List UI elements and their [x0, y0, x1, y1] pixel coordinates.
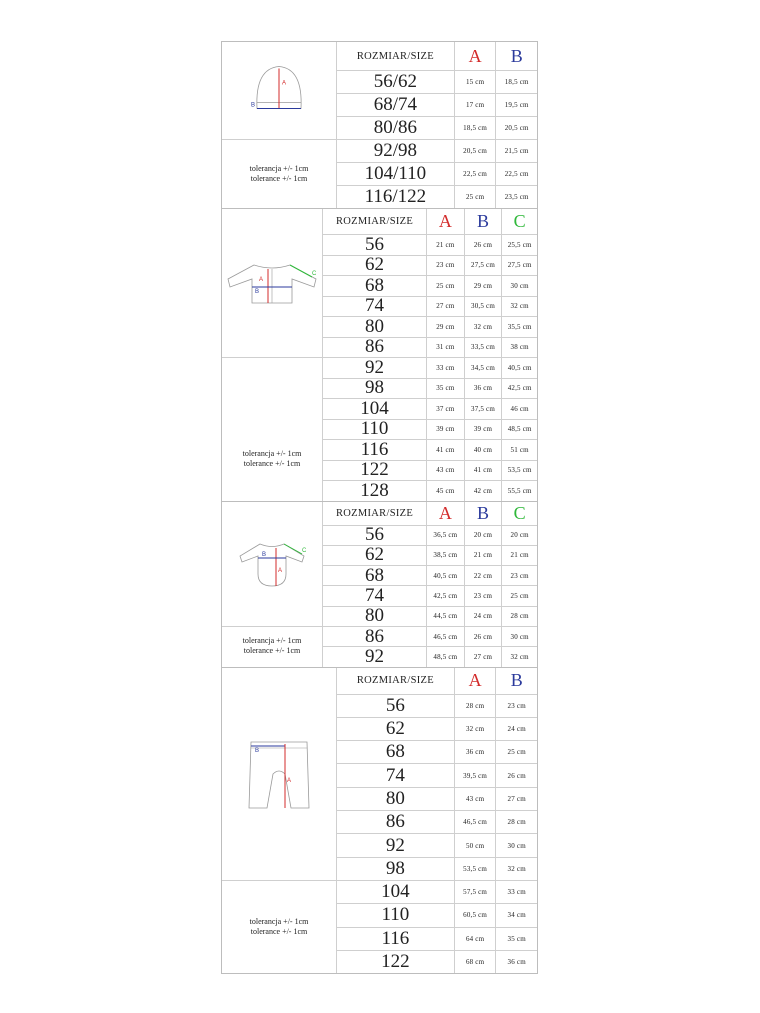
- measure-cell: 24 cm: [495, 718, 537, 740]
- tolerance-line: tolerance +/- 1cm: [250, 926, 308, 936]
- size-cell: 62: [365, 254, 385, 276]
- divider: [222, 357, 322, 358]
- size-cell: 62: [365, 544, 385, 566]
- size-cell: 104/110: [364, 163, 427, 184]
- measure-cell: 32 cm: [495, 858, 537, 880]
- measure-cell: 32 cm: [464, 317, 502, 337]
- table-row: [337, 185, 537, 208]
- table-row: [323, 565, 537, 585]
- measure-cell: 38 cm: [501, 338, 537, 358]
- measure-cell: 30 cm: [501, 627, 537, 646]
- table-row: [323, 626, 537, 646]
- size-cell: 74: [365, 295, 385, 317]
- column-letter-a: A: [426, 209, 464, 234]
- tolerance-line: tolerancja +/- 1cm: [249, 916, 309, 926]
- measure-cell: 17 cm: [454, 94, 496, 116]
- measure-cell: 53,5 cm: [454, 858, 496, 880]
- table-row: [323, 480, 537, 501]
- measure-cell: 36,5 cm: [426, 526, 464, 545]
- measure-cell: 36 cm: [495, 951, 537, 973]
- measure-cell: 35 cm: [495, 928, 537, 950]
- svg-text:B: B: [251, 102, 256, 109]
- measure-cell: 25 cm: [495, 741, 537, 763]
- table-header: [337, 42, 537, 70]
- table-row: [323, 585, 537, 605]
- tolerance-line: tolerance +/- 1cm: [243, 646, 301, 656]
- measure-cell: 46,5 cm: [426, 627, 464, 646]
- measure-cell: 22,5 cm: [495, 163, 537, 185]
- measure-cell: 23 cm: [495, 695, 537, 717]
- measure-cell: 18,5 cm: [454, 117, 496, 139]
- size-cell: 56: [385, 694, 405, 716]
- divider: [222, 626, 322, 627]
- measure-cell: 25 cm: [501, 586, 537, 605]
- table-row: [323, 545, 537, 565]
- measure-cell: 25 cm: [426, 276, 464, 296]
- table-row: [337, 903, 537, 926]
- table-row: [337, 787, 537, 810]
- tolerance-note: [222, 164, 336, 184]
- measure-cell: 26 cm: [464, 627, 502, 646]
- measure-cell: 50 cm: [454, 834, 496, 856]
- column-letter-c: C: [501, 502, 537, 525]
- measure-cell: 22 cm: [464, 566, 502, 585]
- measure-cell: 21,5 cm: [495, 140, 537, 162]
- garment-illustration: [222, 42, 336, 139]
- svg-text:B: B: [262, 551, 267, 558]
- header-label: ROZMIAR/SIZE: [356, 50, 434, 62]
- measure-cell: 28 cm: [495, 811, 537, 833]
- measure-cell: 40,5 cm: [501, 358, 537, 378]
- table-row: [337, 139, 537, 162]
- measure-cell: 45 cm: [426, 481, 464, 501]
- measure-cell: 40 cm: [464, 440, 502, 460]
- measure-cell: 36 cm: [454, 741, 496, 763]
- garment-illustration: [222, 209, 322, 357]
- size-cell: 80: [365, 315, 385, 337]
- size-cell: 56: [365, 233, 385, 255]
- svg-text:B: B: [255, 289, 260, 295]
- hat-icon: [227, 45, 331, 136]
- table-row: [337, 833, 537, 856]
- tolerance-note: [222, 636, 322, 656]
- svg-text:C: C: [302, 547, 307, 554]
- measure-cell: 37 cm: [426, 399, 464, 419]
- measure-cell: 38,5 cm: [426, 546, 464, 565]
- measure-cell: 27,5 cm: [464, 256, 502, 276]
- size-table: [221, 208, 538, 501]
- measure-cell: 26 cm: [495, 764, 537, 786]
- measure-cell: 28 cm: [454, 695, 496, 717]
- table-row: [323, 357, 537, 378]
- table-row: [337, 740, 537, 763]
- measure-cell: 20,5 cm: [495, 117, 537, 139]
- measure-cell: 60,5 cm: [454, 904, 496, 926]
- column-letter-a: A: [454, 668, 496, 694]
- measure-cell: 20,5 cm: [454, 140, 496, 162]
- measure-cell: 21 cm: [426, 235, 464, 255]
- measure-cell: 28 cm: [501, 607, 537, 626]
- tolerance-line: tolerancja +/- 1cm: [242, 636, 302, 646]
- size-cell: 86: [385, 811, 405, 833]
- size-cell: 122: [381, 950, 410, 972]
- size-table: [221, 667, 538, 975]
- table-row: [323, 525, 537, 545]
- size-chart-sheet: [221, 41, 538, 974]
- measure-cell: 32 cm: [501, 647, 537, 666]
- column-letter-c: C: [501, 209, 537, 234]
- divider: [222, 139, 336, 140]
- svg-text:A: A: [282, 80, 287, 87]
- measure-cell: 33 cm: [426, 358, 464, 378]
- measure-cell: 20 cm: [501, 526, 537, 545]
- measure-cell: 64 cm: [454, 928, 496, 950]
- measure-cell: 23,5 cm: [495, 186, 537, 208]
- measure-cell: 29 cm: [464, 276, 502, 296]
- size-cell: 116: [381, 927, 410, 949]
- measure-cell: 27 cm: [495, 788, 537, 810]
- measure-cell: 23 cm: [501, 566, 537, 585]
- measure-cell: 27 cm: [426, 297, 464, 317]
- measure-cell: 41 cm: [426, 440, 464, 460]
- garment-illustration: [222, 502, 322, 627]
- measure-cell: 42,5 cm: [426, 586, 464, 605]
- measure-cell: 18,5 cm: [495, 71, 537, 93]
- measure-cell: 35,5 cm: [501, 317, 537, 337]
- measure-cell: 27,5 cm: [501, 256, 537, 276]
- svg-text:B: B: [255, 747, 260, 754]
- size-cell: 110: [360, 418, 389, 440]
- measure-cell: 51 cm: [501, 440, 537, 460]
- table-row: [337, 116, 537, 139]
- size-cell: 116/122: [364, 186, 427, 207]
- measure-cell: 57,5 cm: [454, 881, 496, 903]
- divider: [222, 880, 336, 881]
- table-row: [337, 93, 537, 116]
- svg-text:A: A: [259, 277, 264, 283]
- size-table: [221, 41, 538, 208]
- size-cell: 122: [360, 459, 389, 481]
- column-letter-b: B: [495, 668, 537, 694]
- garment-illustration: [222, 668, 336, 880]
- measure-cell: 42,5 cm: [501, 379, 537, 399]
- size-cell: 68: [365, 564, 385, 586]
- size-cell: 68/74: [373, 94, 418, 115]
- measure-cell: 48,5 cm: [426, 647, 464, 666]
- measure-cell: 21 cm: [464, 546, 502, 565]
- table-row: [337, 927, 537, 950]
- measure-cell: 30,5 cm: [464, 297, 502, 317]
- measure-cell: 34,5 cm: [464, 358, 502, 378]
- header-label: ROZMIAR/SIZE: [335, 507, 414, 519]
- size-cell: 128: [360, 479, 389, 501]
- size-cell: 80: [385, 787, 405, 809]
- size-table: [221, 501, 538, 667]
- table-row: [323, 646, 537, 666]
- measure-cell: 24 cm: [464, 607, 502, 626]
- table-header: [323, 209, 537, 234]
- size-table-grid: [322, 209, 537, 501]
- jacket-icon: [227, 233, 317, 333]
- measure-cell: 39 cm: [464, 420, 502, 440]
- table-row: [337, 694, 537, 717]
- measure-cell: 33,5 cm: [464, 338, 502, 358]
- table-row: [337, 857, 537, 880]
- table-row: [323, 398, 537, 419]
- size-cell: 56/62: [373, 71, 418, 92]
- size-cell: 110: [381, 904, 410, 926]
- pants-icon: [227, 724, 331, 824]
- measure-cell: 36 cm: [464, 379, 502, 399]
- table-row: [323, 296, 537, 317]
- size-cell: 92/98: [373, 140, 418, 161]
- measure-cell: 68 cm: [454, 951, 496, 973]
- measure-cell: 43 cm: [454, 788, 496, 810]
- table-row: [323, 316, 537, 337]
- measure-cell: 33 cm: [495, 881, 537, 903]
- tolerance-note: [222, 449, 322, 469]
- measure-cell: 29 cm: [426, 317, 464, 337]
- size-cell: 86: [365, 336, 385, 358]
- table-header: [323, 502, 537, 525]
- table-row: [337, 162, 537, 185]
- measure-cell: 48,5 cm: [501, 420, 537, 440]
- measure-cell: 26 cm: [464, 235, 502, 255]
- header-label: ROZMIAR/SIZE: [356, 675, 434, 687]
- bodysuit-icon: [227, 514, 317, 614]
- size-cell: 98: [365, 377, 385, 399]
- size-table-grid: [322, 502, 537, 667]
- table-row: [323, 439, 537, 460]
- table-row: [323, 606, 537, 626]
- size-cell: 68: [385, 741, 405, 763]
- measure-cell: 32 cm: [454, 718, 496, 740]
- tolerance-line: tolerancja +/- 1cm: [242, 448, 302, 458]
- measure-cell: 35 cm: [426, 379, 464, 399]
- svg-text:C: C: [312, 271, 317, 277]
- measure-cell: 41 cm: [464, 461, 502, 481]
- table-row: [337, 810, 537, 833]
- size-cell: 56: [365, 524, 385, 546]
- measure-cell: 39,5 cm: [454, 764, 496, 786]
- tolerance-line: tolerance +/- 1cm: [250, 173, 308, 183]
- header-label: ROZMIAR/SIZE: [335, 216, 414, 227]
- svg-text:A: A: [287, 777, 292, 784]
- size-cell: 92: [385, 834, 405, 856]
- svg-text:A: A: [278, 567, 283, 574]
- size-cell: 68: [365, 274, 385, 296]
- size-cell: 116: [360, 438, 389, 460]
- measure-cell: 23 cm: [464, 586, 502, 605]
- measure-cell: 37,5 cm: [464, 399, 502, 419]
- measure-cell: 27 cm: [464, 647, 502, 666]
- table-row: [323, 378, 537, 399]
- size-cell: 74: [385, 764, 405, 786]
- table-row: [337, 880, 537, 903]
- measure-cell: 15 cm: [454, 71, 496, 93]
- measure-cell: 55,5 cm: [501, 481, 537, 501]
- measure-cell: 30 cm: [501, 276, 537, 296]
- measure-cell: 22,5 cm: [454, 163, 496, 185]
- size-cell: 86: [365, 625, 385, 647]
- measure-cell: 32 cm: [501, 297, 537, 317]
- tolerance-line: tolerance +/- 1cm: [243, 458, 301, 468]
- table-header: [337, 668, 537, 694]
- table-row: [323, 275, 537, 296]
- measure-cell: 46,5 cm: [454, 811, 496, 833]
- table-row: [337, 717, 537, 740]
- tolerance-line: tolerancja +/- 1cm: [249, 163, 309, 173]
- size-cell: 92: [365, 645, 385, 667]
- measure-cell: 25 cm: [454, 186, 496, 208]
- size-cell: 98: [385, 857, 405, 879]
- measure-cell: 19,5 cm: [495, 94, 537, 116]
- size-cell: 92: [365, 356, 385, 378]
- size-table-grid: [336, 42, 537, 208]
- size-cell: 104: [381, 881, 410, 903]
- table-row: [323, 234, 537, 255]
- measure-cell: 21 cm: [501, 546, 537, 565]
- size-cell: 80: [365, 605, 385, 627]
- measure-cell: 31 cm: [426, 338, 464, 358]
- column-letter-a: A: [426, 502, 464, 525]
- table-row: [323, 255, 537, 276]
- table-row: [323, 419, 537, 440]
- measure-cell: 30 cm: [495, 834, 537, 856]
- measure-cell: 34 cm: [495, 904, 537, 926]
- size-table-grid: [336, 668, 537, 974]
- column-letter-b: B: [464, 209, 502, 234]
- measure-cell: 40,5 cm: [426, 566, 464, 585]
- measure-cell: 44,5 cm: [426, 607, 464, 626]
- measure-cell: 46 cm: [501, 399, 537, 419]
- table-row: [337, 763, 537, 786]
- column-letter-a: A: [454, 42, 496, 70]
- table-row: [337, 950, 537, 973]
- measure-cell: 20 cm: [464, 526, 502, 545]
- measure-cell: 53,5 cm: [501, 461, 537, 481]
- tolerance-note: [222, 917, 336, 937]
- measure-cell: 42 cm: [464, 481, 502, 501]
- size-cell: 80/86: [373, 117, 418, 138]
- table-row: [337, 70, 537, 93]
- size-cell: 62: [385, 718, 405, 740]
- table-row: [323, 460, 537, 481]
- measure-cell: 43 cm: [426, 461, 464, 481]
- column-letter-b: B: [495, 42, 537, 70]
- table-row: [323, 337, 537, 358]
- size-cell: 74: [365, 585, 385, 607]
- measure-cell: 39 cm: [426, 420, 464, 440]
- measure-cell: 25,5 cm: [501, 235, 537, 255]
- size-cell: 104: [360, 397, 389, 419]
- measure-cell: 23 cm: [426, 256, 464, 276]
- column-letter-b: B: [464, 502, 502, 525]
